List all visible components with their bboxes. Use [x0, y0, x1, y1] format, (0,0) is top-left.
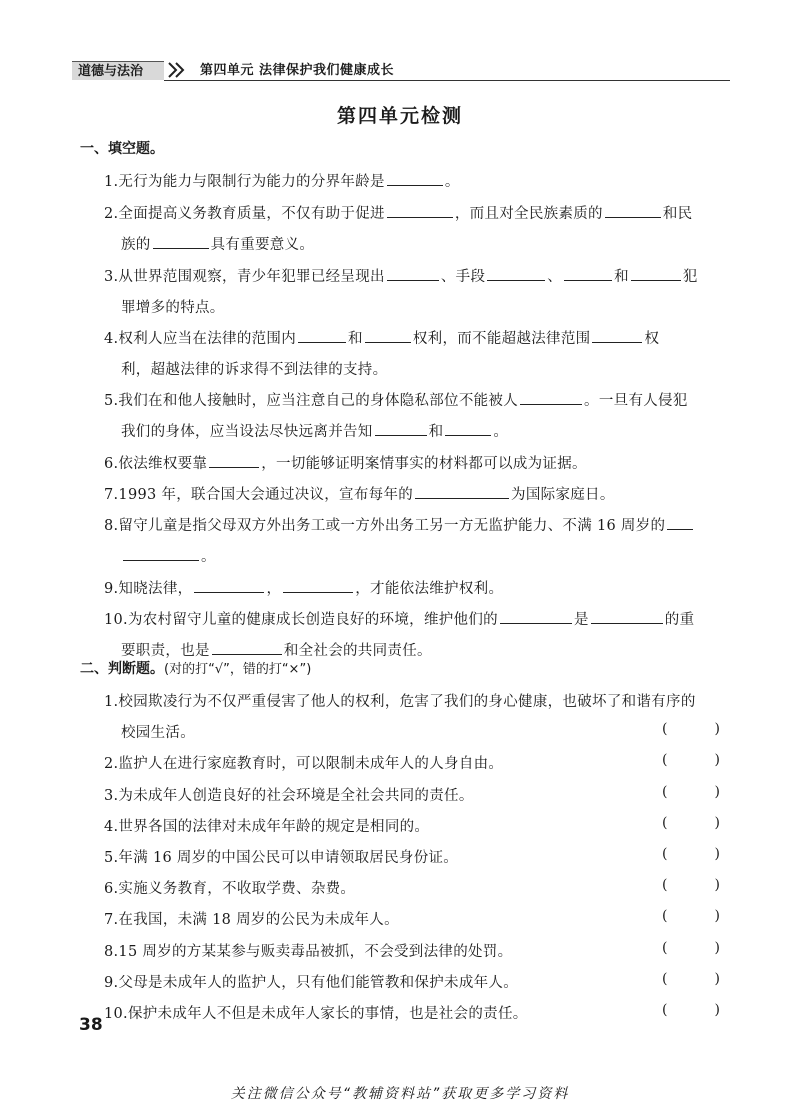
answer-blank[interactable] [387, 203, 453, 218]
paren-close: ) [714, 908, 720, 924]
answer-blank[interactable] [667, 515, 693, 530]
fill-blank-line [104, 170, 460, 191]
answer-blank[interactable] [631, 266, 681, 281]
question-text: 权利，而不能超越法律范围 [412, 331, 591, 347]
judgment-line: 5.年满 16 周岁的中国公民可以申请领取居民身份证。 [104, 850, 459, 866]
question-text: 族的 [121, 237, 151, 253]
question-text: 2.全面提高义务教育质量，不仅有助于促进 [104, 206, 385, 222]
paren-close: ) [714, 1002, 720, 1018]
fill-blank-line [104, 483, 615, 504]
answer-blank[interactable] [564, 266, 612, 281]
question-text: 犯 [682, 269, 698, 285]
answer-blank[interactable] [415, 484, 509, 499]
question-text: ，而且对全民族素质的 [454, 206, 603, 222]
answer-blank[interactable] [212, 640, 282, 655]
question-text: 和民 [662, 206, 693, 222]
judgment-line: 3.为未成年人创造良好的社会环境是全社会共同的责任。 [104, 788, 474, 804]
fill-blank-line [121, 296, 225, 317]
fill-blank-line [121, 358, 387, 379]
fill-blank-line [104, 514, 695, 535]
question-text: 是 [573, 612, 589, 628]
header-rule [164, 80, 730, 81]
answer-blank[interactable] [365, 328, 411, 343]
judgment-line: 6.实施义务教育，不收取学费、杂费。 [104, 881, 356, 897]
question-text: 6.依法维权要靠 [104, 456, 208, 472]
paren-open: ( [662, 940, 668, 956]
answer-blank[interactable] [387, 171, 443, 186]
answer-blank[interactable] [592, 328, 642, 343]
question-text: 我们的身体，应当设法尽快远离并告知 [121, 424, 373, 440]
question-text: 10.为农村留守儿童的健康成长创造良好的环境，维护他们的 [104, 612, 498, 628]
fill-blank-line [121, 233, 314, 254]
question-text: 和 [614, 269, 629, 285]
paren-open: ( [662, 908, 668, 924]
page-title: 第四单元检测 [336, 105, 463, 127]
question-text: 的重 [664, 612, 695, 628]
judgment-line: 校园生活。 [121, 725, 195, 741]
fill-blank-line [121, 545, 216, 566]
question-text: 。 [444, 174, 460, 190]
answer-blank[interactable] [283, 578, 353, 593]
judgment-line: 9.父母是未成年人的监护人，只有他们能管教和保护未成年人。 [104, 975, 519, 991]
question-text: 权 [644, 331, 660, 347]
question-text: 利，超越法律的诉求得不到法律的支持。 [121, 362, 388, 378]
paren-close: ) [714, 815, 720, 831]
question-text: 1.无行为能力与限制行为能力的分界年龄是 [104, 174, 385, 190]
paren-open: ( [662, 1002, 668, 1018]
paren-close: ) [714, 940, 720, 956]
fill-blank-line [121, 420, 508, 441]
answer-blank[interactable] [605, 203, 661, 218]
answer-blank[interactable] [387, 266, 439, 281]
judgment-line: 7.在我国，未满 18 周岁的公民为未成年人。 [104, 912, 399, 928]
judgment-line: 10.保护未成年人不但是未成年人家长的事情，也是社会的责任。 [104, 1006, 528, 1022]
question-text: 要职责，也是 [121, 643, 210, 659]
question-text: 3.从世界范围观察，青少年犯罪已经呈现出 [104, 269, 385, 285]
question-text: 具有重要意义。 [210, 237, 315, 253]
section-title-fill-blank: 一、填空题。 [80, 141, 164, 157]
section-title-true-false [80, 658, 311, 678]
unit-title: 第四单元 法律保护我们健康成长 [200, 63, 395, 78]
answer-blank[interactable] [591, 609, 663, 624]
paren-close: ) [714, 971, 720, 987]
question-text: ， [266, 581, 282, 597]
fill-blank-line [104, 577, 503, 598]
paren-close: ) [714, 877, 720, 893]
judgment-line: 8.15 周岁的方某某参与贩卖毒品被抓，不会受到法律的处罚。 [104, 944, 513, 960]
answer-blank[interactable] [209, 453, 259, 468]
running-header [72, 58, 730, 84]
fill-blank-line [104, 608, 694, 629]
question-text: 5.我们在和他人接触时，应当注意自己的身体隐私部位不能被人 [104, 393, 519, 409]
paren-open: ( [662, 971, 668, 987]
paren-close: ) [714, 784, 720, 800]
paren-close: ) [714, 721, 720, 737]
question-text: 、手段 [440, 269, 486, 285]
section-title-text: 二、判断题。 [80, 661, 164, 677]
question-text: 和 [348, 331, 363, 347]
paren-close: ) [714, 752, 720, 768]
judgment-line: 2.监护人在进行家庭教育时，可以限制未成年人的人身自由。 [104, 756, 504, 772]
answer-blank[interactable] [520, 390, 582, 405]
question-text: 。 [201, 549, 216, 565]
paren-close: ) [714, 846, 720, 862]
question-text: 。一旦有人侵犯 [584, 393, 688, 409]
page-number: 38 [79, 1015, 103, 1035]
question-text: 和全社会的共同责任。 [283, 643, 432, 659]
paren-open: ( [662, 784, 668, 800]
answer-blank[interactable] [123, 546, 199, 561]
paren-open: ( [662, 846, 668, 862]
section-note: (对的打“√”，错的打“×”) [164, 662, 312, 677]
question-text: 罪增多的特点。 [121, 300, 225, 316]
question-text: 、 [547, 269, 563, 285]
paren-open: ( [662, 721, 668, 737]
answer-blank[interactable] [500, 609, 572, 624]
footer-notice: 关注微信公众号“教辅资料站”获取更多学习资料 [230, 1086, 570, 1102]
question-text: 4.权利人应当在法律的范围内 [104, 331, 297, 347]
judgment-line: 1.校园欺凌行为不仅严重侵害了他人的权利，危害了我们的身心健康，也破坏了和谐有序的 [104, 694, 696, 710]
fill-blank-line [104, 202, 692, 223]
question-text: ，才能依法维护权利。 [355, 581, 504, 597]
fill-blank-line [104, 452, 587, 473]
question-text: 为国际家庭日。 [511, 487, 615, 503]
answer-blank[interactable] [298, 328, 346, 343]
answer-blank[interactable] [194, 578, 264, 593]
paren-open: ( [662, 877, 668, 893]
fill-blank-line [104, 327, 659, 348]
paren-open: ( [662, 752, 668, 768]
fill-blank-line [104, 389, 688, 410]
double-chevron-icon [166, 60, 188, 80]
question-text: 9.知晓法律， [104, 581, 193, 597]
answer-blank[interactable] [487, 266, 545, 281]
fill-blank-line [104, 265, 698, 286]
answer-blank[interactable] [375, 421, 427, 436]
answer-blank[interactable] [445, 421, 491, 436]
answer-blank[interactable] [153, 234, 209, 249]
question-text: 和 [428, 424, 444, 440]
subject-tab: 道德与法治 [72, 61, 164, 80]
judgment-line: 4.世界各国的法律对未成年年龄的规定是相同的。 [104, 819, 430, 835]
question-text: ，一切能够证明案情事实的材料都可以成为证据。 [261, 456, 587, 472]
question-text: 7.1993 年，联合国大会通过决议，宣布每年的 [104, 487, 414, 503]
question-text: 8.留守儿童是指父母双方外出务工或一方外出务工另一方无监护能力、不满 16 周岁的 [104, 518, 666, 534]
question-text: 。 [493, 424, 509, 440]
fill-blank-line [121, 639, 432, 660]
paren-open: ( [662, 815, 668, 831]
